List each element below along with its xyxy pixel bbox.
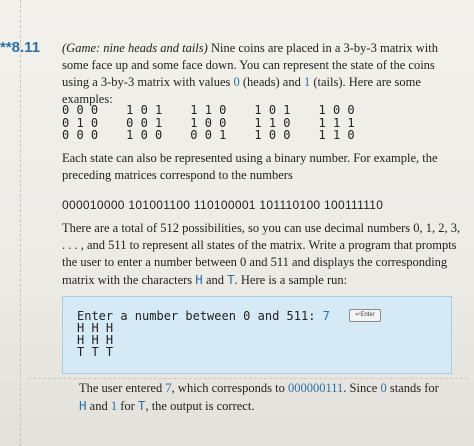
binary-numbers: 000010000 101001100 110100001 101110100 100111110	[62, 198, 384, 212]
expl-t: T	[137, 398, 146, 413]
expl-zero: 0	[380, 381, 387, 395]
expl-one: 1	[110, 399, 118, 413]
sample-output-row-3: T T T	[77, 345, 114, 359]
problem-title: (Game: nine heads and tails)	[62, 41, 208, 55]
example-matrices	[62, 104, 422, 142]
margin-guide	[0, 0, 21, 446]
intro-text-1: Nine coins are placed in a 3-by-3 matrix with some face up and some face down. You can represent the state of the coins using a 3-by-3 matrix with values	[62, 41, 438, 89]
expl-binary: 000000111	[287, 381, 344, 395]
expl-text-3: . Since	[343, 381, 381, 395]
matrix-5: 1 0 0 1 1 1 1 1 0	[318, 103, 355, 142]
task-description	[62, 220, 462, 289]
task-text-1: There are a total of 512 possibilities, so you can use decimal numbers 0, 1, 2, 3, . . . , and 511 to represent all states of the matrix. Write a program that prompts the user to enter a number between 0 and 511 and displays the corresponding matrix with the characters	[62, 221, 461, 287]
sample-run-box	[62, 296, 452, 374]
expl-text-4: stands for	[386, 381, 439, 395]
sample-prompt: Enter a number between 0 and 511:	[77, 309, 323, 323]
expl-h: H	[79, 398, 87, 413]
sample-prompt-line	[77, 309, 330, 323]
section-divider	[28, 378, 468, 379]
problem-intro	[62, 40, 462, 108]
heads-value: 0	[233, 75, 240, 89]
task-text-3: . Here is a sample run:	[234, 273, 348, 287]
tails-value: 1	[303, 75, 311, 89]
char-h: H	[195, 272, 203, 287]
expl-seven: 7	[165, 381, 172, 395]
expl-text-5: and	[86, 399, 111, 413]
expl-text-6: for	[117, 399, 138, 413]
sample-output-row-1: H H H	[77, 321, 114, 335]
intro-text-2: (heads) and	[239, 75, 304, 89]
matrix-3: 1 1 0 1 0 0 0 0 1	[190, 103, 227, 142]
matrix-2: 1 0 1 0 0 1 1 0 0	[126, 103, 163, 142]
expl-text-1: The user entered	[79, 381, 166, 395]
sample-input: 7	[322, 309, 330, 323]
explanation	[79, 380, 449, 415]
sample-output-row-2: H H H	[77, 333, 114, 347]
intro-text-3: (tails). Here are some examples:	[62, 75, 421, 106]
binary-explanation: Each state can also be represented using a binary number. For example, the preceding matrices correspond to the numbers	[62, 151, 438, 182]
task-text-2: and	[202, 273, 228, 287]
enter-key-icon: ↵Enter	[349, 309, 381, 322]
char-t: T	[227, 272, 235, 287]
expl-text-2: , which corresponds to	[171, 381, 288, 395]
matrix-1: 0 0 0 0 1 0 0 0 0	[62, 103, 99, 142]
matrix-4: 1 0 1 1 1 0 1 0 0	[254, 103, 291, 142]
expl-text-7: , the output is correct.	[145, 399, 255, 413]
exercise-number: **8.11	[0, 39, 41, 56]
